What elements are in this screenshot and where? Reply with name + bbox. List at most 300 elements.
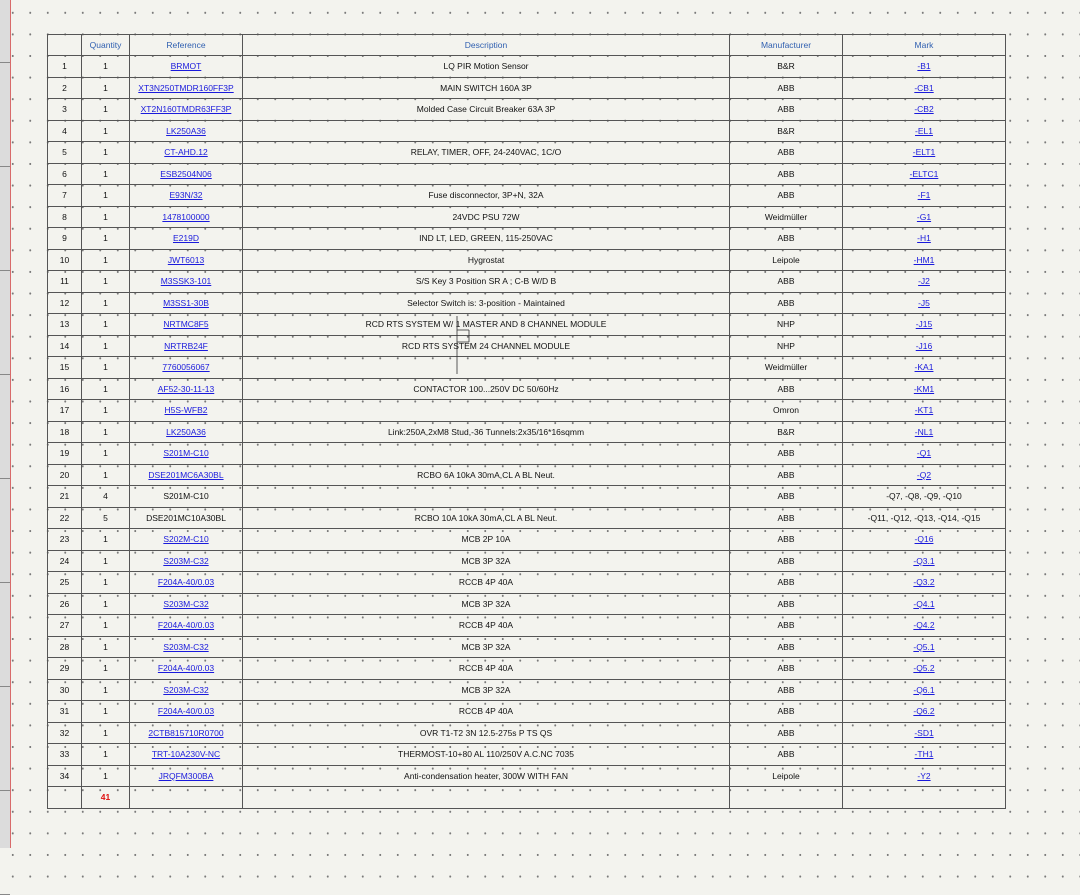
row-quantity: 1 [103,620,108,631]
row-reference[interactable]: M3SSK3-101 [160,276,212,287]
table-row[interactable] [48,228,1006,250]
row-quantity-cell [82,378,130,400]
row-reference[interactable]: CT-AHD.12 [164,147,208,158]
row-manufacturer: ABB [777,168,795,179]
row-quantity: 1 [103,405,108,416]
row-mark[interactable]: -Q4.1 [913,598,935,609]
row-manufacturer: ABB [777,534,795,545]
ruler-tick [0,790,10,791]
row-mark[interactable]: -TH1 [914,749,934,760]
row-mark[interactable]: -Q5.2 [913,663,935,674]
row-mark-cell [843,722,1006,744]
table-row[interactable] [48,679,1006,701]
row-quantity-cell [82,56,130,78]
table-row[interactable] [48,163,1006,185]
row-mark[interactable]: -F1 [917,190,931,201]
row-mark-cell [843,99,1006,121]
row-mark-cell [843,142,1006,164]
table-row[interactable] [48,120,1006,142]
row-description-cell [243,249,730,271]
table-row[interactable] [48,99,1006,121]
row-manufacturer-cell [730,421,843,443]
row-manufacturer: ABB [777,104,795,115]
row-reference-cell [130,722,243,744]
row-number: 15 [59,362,70,373]
row-number: 16 [59,383,70,394]
row-reference-cell [130,99,243,121]
row-number-cell [48,615,82,637]
row-manufacturer: B&R [777,125,795,136]
row-description-cell [243,335,730,357]
row-description: Hygrostat [467,254,505,265]
row-number: 1 [62,61,67,72]
row-description-cell [243,744,730,766]
row-description: Fuse disconnector, 3P+N, 32A [428,190,544,201]
row-reference-cell [130,572,243,594]
row-description-cell [243,679,730,701]
row-description-cell [243,163,730,185]
row-quantity-cell [82,658,130,680]
row-reference[interactable]: NRTRB24F [164,340,208,351]
row-description: CONTACTOR 100...250V DC 50/60Hz [413,383,559,394]
row-reference[interactable]: S203M-C32 [163,555,209,566]
row-mark-cell [843,701,1006,723]
row-mark[interactable]: -HM1 [913,254,935,265]
row-reference-cell [130,744,243,766]
header-manufacturer[interactable]: Manufacturer [730,35,843,56]
row-description-cell [243,228,730,250]
row-quantity-cell [82,722,130,744]
row-description-cell [243,765,730,787]
row-number-cell [48,249,82,271]
row-description-cell [243,357,730,379]
row-manufacturer-cell [730,378,843,400]
row-mark[interactable]: -J5 [918,297,930,308]
row-number-cell [48,271,82,293]
row-reference-cell [130,142,243,164]
row-description: 24VDC PSU 72W [452,211,520,222]
row-quantity-cell [82,486,130,508]
row-description-cell [243,443,730,465]
row-mark[interactable]: -Q4.2 [913,620,935,631]
row-number-cell [48,335,82,357]
row-description-cell [243,658,730,680]
row-manufacturer: Weidmüller [764,211,808,222]
row-number: 11 [60,276,69,287]
row-description: RCCB 4P 40A [458,620,514,631]
row-quantity: 1 [103,641,108,652]
row-manufacturer-cell [730,615,843,637]
row-description: MCB 3P 32A [461,684,511,695]
row-manufacturer-cell [730,400,843,422]
row-reference[interactable]: S201M-C10 [163,448,209,459]
row-manufacturer-cell [730,443,843,465]
row-reference: DSE201MC10A30BL [146,512,226,523]
ruler-tick [0,62,10,63]
row-number-cell [48,185,82,207]
row-number: 18 [59,426,70,437]
row-manufacturer: ABB [777,147,795,158]
row-quantity: 1 [103,534,108,545]
row-number: 5 [62,147,67,158]
row-quantity: 1 [103,383,108,394]
row-mark-cell [843,421,1006,443]
table-row[interactable] [48,206,1006,228]
row-description-cell [243,99,730,121]
table-row[interactable] [48,593,1006,615]
table-header-row [48,35,1006,56]
row-manufacturer: ABB [777,727,795,738]
row-reference[interactable]: DSE201MC6A30BL [148,469,224,480]
row-reference[interactable]: JRQFM300BA [158,770,214,781]
row-manufacturer: ABB [777,448,795,459]
row-quantity-cell [82,679,130,701]
row-reference-cell [130,529,243,551]
row-description: S/S Key 3 Position SR A ; C-B W/D B [415,276,557,287]
row-quantity-cell [82,292,130,314]
row-reference-cell [130,120,243,142]
row-manufacturer: ABB [777,577,795,588]
row-mark[interactable]: -EL1 [915,125,933,136]
row-quantity: 1 [103,426,108,437]
row-quantity: 1 [103,340,108,351]
row-quantity-cell [82,701,130,723]
row-number-cell [48,701,82,723]
row-reference[interactable]: TRT-10A230V-NC [151,749,221,760]
table-row[interactable] [48,357,1006,379]
row-quantity: 1 [103,254,108,265]
row-description-cell [243,142,730,164]
row-reference[interactable]: F204A-40/0.03 [157,706,215,717]
row-reference-cell [130,679,243,701]
row-reference-cell [130,486,243,508]
row-quantity-cell [82,464,130,486]
row-mark-cell [843,765,1006,787]
row-reference-cell [130,421,243,443]
row-quantity: 1 [103,448,108,459]
row-quantity-cell [82,314,130,336]
header-description[interactable]: Description [243,35,730,56]
row-number-cell [48,163,82,185]
row-number-cell [48,443,82,465]
row-mark[interactable]: -J15 [915,319,933,330]
row-quantity: 1 [103,104,108,115]
row-description: MCB 2P 10A [461,534,511,545]
table-row[interactable] [48,142,1006,164]
row-quantity-cell [82,249,130,271]
table-row[interactable] [48,314,1006,336]
table-row[interactable] [48,722,1006,744]
row-manufacturer: NHP [777,319,795,330]
row-mark[interactable]: -Q5.1 [913,641,935,652]
table-row[interactable] [48,529,1006,551]
row-number: 19 [59,448,70,459]
row-manufacturer: ABB [777,555,795,566]
row-mark-cell [843,185,1006,207]
table-row[interactable] [48,249,1006,271]
row-description: RCBO 10A 10kA 30mA,CL A BL Neut. [414,512,558,523]
row-reference[interactable]: F204A-40/0.03 [157,577,215,588]
row-manufacturer-cell [730,99,843,121]
row-mark-cell [843,56,1006,78]
row-reference-cell [130,77,243,99]
row-quantity: 5 [103,512,108,523]
row-number-cell [48,744,82,766]
row-mark[interactable]: -NL1 [914,426,934,437]
row-reference[interactable]: 2CTB815710R0700 [148,727,224,738]
table-row[interactable] [48,744,1006,766]
row-mark-cell [843,400,1006,422]
ruler-tick [0,270,10,271]
row-manufacturer: Leipole [772,770,800,781]
row-number-cell [48,77,82,99]
row-manufacturer: B&R [777,61,795,72]
row-manufacturer: ABB [777,706,795,717]
table-row[interactable] [48,507,1006,529]
row-description: Selector Switch is: 3-position - Maintained [407,297,565,308]
row-mark[interactable]: -CB1 [914,82,934,93]
row-quantity-cell [82,206,130,228]
row-number-cell [48,206,82,228]
row-reference-cell [130,658,243,680]
row-reference[interactable]: 1478100000 [162,211,210,222]
row-manufacturer-cell [730,529,843,551]
row-manufacturer: ABB [777,598,795,609]
row-mark[interactable]: -KA1 [914,362,934,373]
row-description-cell [243,464,730,486]
row-mark[interactable]: -Q6.2 [913,706,935,717]
row-reference-cell [130,464,243,486]
row-quantity-cell [82,228,130,250]
table-row[interactable] [48,701,1006,723]
row-number: 6 [62,168,67,179]
row-reference[interactable]: JWT6013 [167,254,205,265]
row-manufacturer: ABB [777,383,795,394]
row-mark[interactable]: -G1 [916,211,932,222]
row-description: MCB 3P 32A [461,641,511,652]
row-mark[interactable]: -ELT1 [912,147,936,158]
row-reference[interactable]: H5S-WFB2 [164,405,208,416]
table-row[interactable] [48,443,1006,465]
row-reference[interactable]: S203M-C32 [163,641,209,652]
row-reference[interactable]: S202M-C10 [163,534,209,545]
row-mark-cell [843,464,1006,486]
row-quantity: 1 [103,684,108,695]
row-number-cell [48,120,82,142]
row-reference[interactable]: LK250A36 [166,426,206,437]
table-row[interactable] [48,56,1006,78]
row-description-cell [243,507,730,529]
row-description: RCD RTS SYSTEM W/ 1 MASTER AND 8 CHANNEL MODULE [365,319,607,330]
row-manufacturer-cell [730,271,843,293]
header-reference[interactable]: Reference [130,35,243,56]
row-number: 23 [59,534,70,545]
row-mark[interactable]: -J2 [918,276,930,287]
row-reference[interactable]: S203M-C32 [163,598,209,609]
row-reference-cell [130,292,243,314]
row-mark[interactable]: -Q6.1 [913,684,935,695]
row-manufacturer-cell [730,550,843,572]
row-manufacturer-cell [730,593,843,615]
table-row[interactable] [48,185,1006,207]
row-mark[interactable]: -ELTC1 [909,168,939,179]
row-reference-cell [130,357,243,379]
row-mark[interactable]: -Q1 [916,448,932,459]
row-reference[interactable]: F204A-40/0.03 [157,663,215,674]
ruler-tick [0,478,10,479]
header-quantity[interactable]: Quantity [82,35,130,56]
table-row[interactable] [48,765,1006,787]
row-reference-cell [130,765,243,787]
table-row[interactable] [48,658,1006,680]
row-quantity-cell [82,77,130,99]
table-row[interactable] [48,615,1006,637]
row-mark[interactable]: -KM1 [913,383,935,394]
row-mark[interactable]: -Q16 [914,534,934,545]
table-row[interactable] [48,378,1006,400]
ruler-tick [0,686,10,687]
row-mark[interactable]: -Y2 [917,770,931,781]
row-quantity-cell [82,99,130,121]
row-mark[interactable]: -KT1 [914,405,934,416]
row-mark-cell [843,357,1006,379]
row-quantity-cell [82,357,130,379]
row-quantity: 1 [103,362,108,373]
row-mark-cell [843,507,1006,529]
row-mark-cell [843,120,1006,142]
row-reference[interactable]: S203M-C32 [163,684,209,695]
row-reference[interactable]: 7760056067 [162,362,210,373]
row-number: 34 [59,770,70,781]
row-mark-cell [843,206,1006,228]
row-description-cell [243,550,730,572]
ruler-tick [0,374,10,375]
row-description-cell [243,400,730,422]
row-manufacturer-cell [730,228,843,250]
table-row[interactable] [48,550,1006,572]
row-manufacturer: NHP [777,340,795,351]
row-reference[interactable]: ESB2504N06 [160,168,212,179]
row-reference-cell [130,378,243,400]
total-quantity: 41 [82,787,130,809]
row-number: 33 [59,749,70,760]
row-number-cell [48,486,82,508]
row-number-cell [48,765,82,787]
row-mark-cell [843,163,1006,185]
row-quantity: 1 [103,125,108,136]
row-reference[interactable]: M3SS1-30B [163,297,209,308]
table-row[interactable] [48,421,1006,443]
row-description-cell [243,572,730,594]
row-reference[interactable]: AF52-30-11-13 [157,383,215,394]
row-manufacturer: ABB [777,512,795,523]
row-mark[interactable]: -CB2 [914,104,934,115]
table-row[interactable] [48,77,1006,99]
table-row[interactable] [48,400,1006,422]
row-number: 28 [59,641,70,652]
row-description-cell [243,421,730,443]
row-mark-cell [843,314,1006,336]
row-reference-cell [130,228,243,250]
row-quantity: 1 [103,276,108,287]
row-number: 22 [59,512,70,523]
row-mark[interactable]: -B1 [917,61,931,72]
row-quantity-cell [82,507,130,529]
row-quantity: 1 [103,319,108,330]
row-mark-cell [843,658,1006,680]
row-manufacturer: ABB [777,190,795,201]
row-number: 29 [59,663,70,674]
row-description-cell [243,77,730,99]
row-quantity: 1 [103,555,108,566]
row-reference-cell [130,185,243,207]
row-quantity-cell [82,572,130,594]
row-description: RCCB 4P 40A [458,663,514,674]
row-manufacturer-cell [730,77,843,99]
row-number: 3 [62,104,67,115]
row-description: IND LT, LED, GREEN, 115-250VAC [419,233,553,244]
row-description-cell [243,615,730,637]
row-description-cell [243,292,730,314]
row-quantity-cell [82,443,130,465]
row-mark[interactable]: -J16 [915,340,933,351]
table-row[interactable] [48,636,1006,658]
row-mark-cell [843,679,1006,701]
row-reference[interactable]: XT2N160TMDR63FF3P [140,104,232,115]
row-reference[interactable]: F204A-40/0.03 [157,620,215,631]
row-reference-cell [130,443,243,465]
table-row[interactable] [48,486,1006,508]
table-row[interactable] [48,572,1006,594]
row-mark[interactable]: -Q3.2 [913,577,935,588]
row-reference[interactable]: LK250A36 [166,125,206,136]
row-reference[interactable]: E93N/32 [169,190,203,201]
row-mark-cell [843,443,1006,465]
row-description: LQ PIR Motion Sensor [443,61,529,72]
row-mark[interactable]: -SD1 [914,727,934,738]
row-mark[interactable]: -H1 [917,233,931,244]
row-reference[interactable]: E219D [173,233,199,244]
row-reference[interactable]: NRTMC8F5 [163,319,209,330]
table-row[interactable] [48,271,1006,293]
header-mark[interactable]: Mark [843,35,1006,56]
row-mark-cell [843,228,1006,250]
row-number-cell [48,658,82,680]
row-number-cell [48,99,82,121]
row-manufacturer: ABB [777,297,795,308]
row-reference-cell [130,615,243,637]
row-quantity: 1 [103,598,108,609]
table-row[interactable] [48,464,1006,486]
row-description-cell [243,271,730,293]
row-description-cell [243,120,730,142]
row-manufacturer-cell [730,249,843,271]
row-reference[interactable]: XT3N250TMDR160FF3P [138,82,234,93]
row-mark[interactable]: -Q3.1 [913,555,935,566]
table-row[interactable] [48,335,1006,357]
row-reference[interactable]: BRMOT [170,61,202,72]
row-mark-cell [843,636,1006,658]
row-quantity-cell [82,142,130,164]
row-mark-cell [843,593,1006,615]
row-mark[interactable]: -Q2 [916,469,932,480]
row-description: RCBO 6A 10kA 30mA,CL A BL Neut. [417,469,555,480]
row-description-cell [243,636,730,658]
row-reference: S201M-C10 [163,491,209,502]
table-row[interactable] [48,292,1006,314]
row-manufacturer-cell [730,679,843,701]
row-manufacturer: ABB [777,663,795,674]
